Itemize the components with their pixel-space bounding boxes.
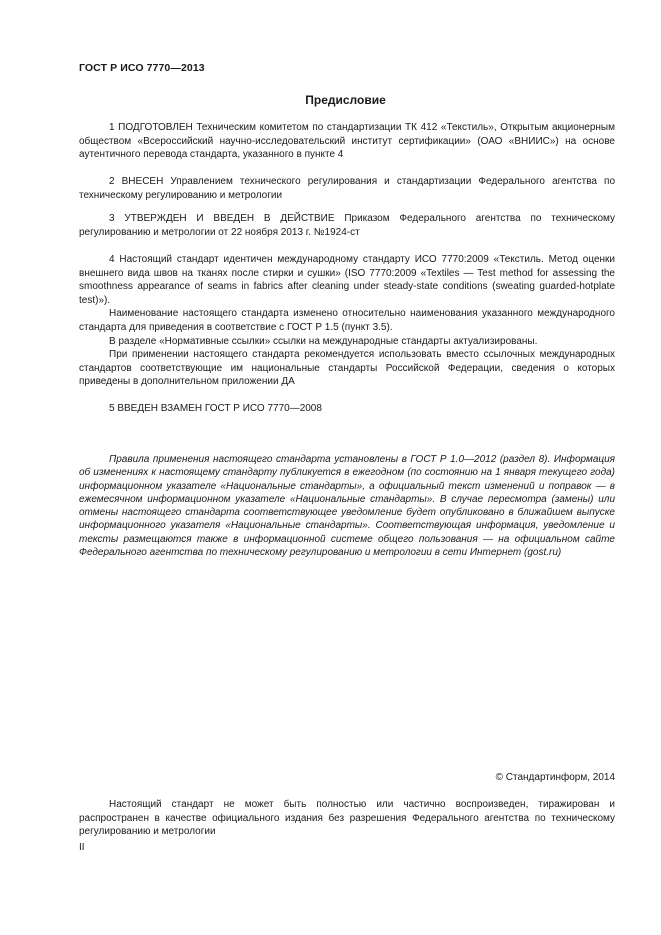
reproduction-notice-text: Настоящий стандарт не может быть полностью или частично воспроизведен, тиражирован и распространен в качестве официального издания без разрешения Федерального агентства по техническому регулированию и метрологии — [79, 799, 615, 838]
preface-item-4-paragraph-4: При применении настоящего стандарта рекомендуется использовать вместо ссылочных международных стандартов соответствующие им национальные стандарты Российской Федерации, сведения о которых приведены в дополнительном приложении ДА — [79, 349, 615, 388]
preface-item-5-text: 5 ВВЕДЕН ВЗАМЕН ГОСТ Р ИСО 7770—2008 — [109, 403, 322, 414]
copyright-line: © Стандартинформ, 2014 — [495, 772, 615, 783]
standard-code-header: ГОСТ Р ИСО 7770—2013 — [79, 62, 205, 74]
preface-item-1 — [79, 121, 615, 162]
page-number: II — [79, 842, 85, 853]
rules-note-text: Правила применения настоящего стандарта установлены в ГОСТ Р 1.0—2012 (раздел 8). Информация об изменениях к настоящему стандарту публикуется в ежегодном (по состоянию на 1 января текущего года) информационном указателе «Национальные стандарты», а официальный текст изменений и поправок — в ежемесячном информационном указателе «Национальные стандарты». В случае пересмотра (замены) или отмены настоящего стандарта соответствующее уведомление будет опубликовано в ближайшем выпуске информационного указателя «Национальные стандарты». Соответствующая информация, уведомление и тексты размещаются также в информационной системе общего пользования — на официальном сайте Федерального агентства по техническому регулированию и метрологии в сети Интернет (gost.ru) — [79, 454, 615, 559]
preface-item-1-text: 1 ПОДГОТОВЛЕН Техническим комитетом по стандартизации ТК 412 «Текстиль», Открытым акционерным обществом «Всероссийский научно-исследовательский институт сертификации» (ОАО «ВНИИС») на основе аутентичного перевода стандарта, указанного в пункте 4 — [79, 122, 615, 161]
preface-item-4-paragraph-3: В разделе «Нормативные ссылки» ссылки на международные стандарты актуализированы. — [109, 335, 538, 347]
preface-title: Предисловие — [305, 93, 386, 107]
preface-item-2 — [79, 175, 615, 202]
preface-item-2-text: 2 ВНЕСЕН Управлением технического регулирования и стандартизации Федерального агентства по техническому регулированию и метрологии — [79, 176, 615, 201]
preface-item-5 — [79, 402, 615, 416]
preface-item-3-text: 3 УТВЕРЖДЕН И ВВЕДЕН В ДЕЙСТВИЕ Приказом Федерального агентства по техническому регулированию и метрологии от 22 ноября 2013 г. №1924-ст — [79, 213, 615, 238]
reproduction-notice — [79, 798, 615, 839]
rules-note — [79, 453, 615, 559]
preface-item-4 — [79, 253, 615, 389]
preface-item-3 — [79, 212, 615, 239]
preface-item-4-paragraph-2: Наименование настоящего стандарта изменено относительно наименования указанного международного стандарта для приведения в соответствие с ГОСТ Р 1.5 (пункт 3.5). — [79, 308, 615, 333]
preface-item-4-paragraph-1: 4 Настоящий стандарт идентичен международному стандарту ИСО 7770:2009 «Текстиль. Метод оценки внешнего вида швов на тканях после стирки и сушки» (ISO 7770:2009 «Textiles — Test method for assessing the smoothness appearance of seams in fabrics after cleaning under steady-state conditions (sweating guarded-hotplate test)»). — [79, 254, 615, 306]
